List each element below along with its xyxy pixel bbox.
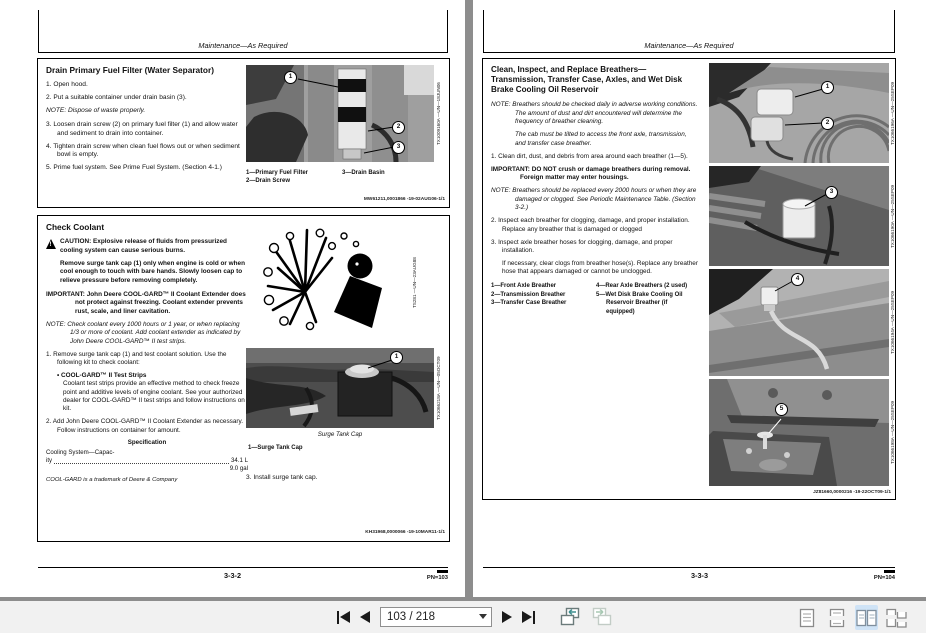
photo-caption: Surge Tank Cap — [317, 431, 363, 438]
next-page-button[interactable] — [502, 607, 512, 627]
legend-item: 1—Primary Fuel Filter — [246, 170, 309, 176]
previous-page-button[interactable] — [360, 607, 370, 627]
callout-2: 2 — [392, 121, 405, 134]
step: 1. Open hood. — [46, 81, 88, 89]
legend-item: 4—Rear Axle Breathers (2 used) — [596, 283, 688, 290]
bullet-item-body: Coolant test strips provide an effective method to check freeze point and additive levels of engine coolant. See your authorized dealer for COOL-GARD™ II test strips and follow instructions on kit. — [63, 380, 245, 413]
photo-id-code: TX1066196A —UN—25SEP09 — [890, 81, 895, 145]
photo-id-code: TX1066190A —UN—25SEP09 — [890, 184, 895, 248]
step: 1. Clean dirt, dust, and debris from area around each breather (1—5). — [491, 152, 688, 160]
page-indicator — [380, 607, 492, 627]
previous-view-icon — [559, 607, 581, 626]
caution-paragraph: ! CAUTION: Explosive release of fluids from pressurized cooling system can cause serious burns. — [46, 238, 248, 255]
pn-mark — [437, 570, 448, 573]
next-page-icon — [502, 611, 512, 623]
section-drain-fuel-filter — [37, 58, 450, 208]
spec-value: 9.0 gal — [229, 465, 248, 473]
doc-code: MW61211,0001866 -19-02AUG06-1/1 — [363, 196, 445, 202]
photo-surge-tank — [246, 348, 434, 428]
single-page-view-icon — [799, 608, 815, 628]
first-page-icon — [337, 611, 339, 624]
fuel-filter-photo-art — [246, 65, 434, 162]
photo-id-code: TX1066194A —UN—25SEP09 — [890, 290, 895, 355]
previous-page-icon — [360, 611, 370, 623]
photo-breather-5 — [709, 379, 889, 486]
two-page-continuous-view-button[interactable] — [885, 605, 908, 630]
photo-legend: 1—Surge Tank Cap — [248, 445, 303, 451]
step: 2. Put a suitable container under drain basin (3). — [46, 94, 187, 102]
last-page-icon — [522, 611, 532, 623]
photo-legend — [491, 282, 698, 316]
two-page-continuous-view-icon — [886, 608, 907, 628]
caution-paragraph: Remove surge tank cap (1) only when engine is cold or when cool enough to touch with bare hands. Slowly loosen cap to relieve pressure before removing completely. — [60, 260, 246, 284]
two-page-view-icon — [856, 609, 877, 627]
page-number: 3-3-3 — [690, 571, 709, 580]
legend-item: 3—Transfer Case Breather — [491, 300, 567, 307]
footer-rule — [483, 567, 895, 568]
page-navigation — [337, 607, 613, 627]
running-head — [38, 10, 448, 53]
page-dropdown-icon[interactable] — [479, 614, 487, 619]
spec-title: Specification — [127, 439, 167, 447]
doc-code: KH31968,0000066 -19-10MAR11-1/1 — [365, 529, 445, 535]
page-number-input[interactable] — [380, 607, 492, 627]
pn-label: PN=103 — [426, 575, 448, 581]
continuous-view-icon — [829, 608, 845, 628]
explosion-warning-art — [260, 224, 410, 342]
callout-5: 5 — [775, 403, 788, 416]
two-page-view-button[interactable] — [855, 605, 878, 630]
photo-breather-4 — [709, 269, 889, 376]
callout-1: 1 — [390, 351, 403, 364]
step: 1. Remove surge tank cap (1) and test coolant solution. Use the following kit to check coolant: — [46, 350, 227, 367]
pn-mark — [884, 570, 895, 573]
section-clean-breathers — [482, 58, 896, 500]
section-title: Drain Primary Fuel Filter (Water Separator) — [46, 65, 214, 75]
doc-code: JZ81660,0000216 -19-22OCT09-1/1 — [813, 489, 891, 495]
legend-item: 5—Wet Disk Brake Cooling Oil Reservoir Breather (if equipped) — [596, 291, 683, 315]
page-layout-switcher — [795, 605, 908, 630]
footer-rule — [38, 567, 448, 568]
callout-3: 3 — [825, 186, 838, 199]
photo-id-code: TX1066218A —UN—05OCT09 — [436, 356, 441, 420]
warning-triangle-icon — [46, 239, 56, 249]
page-number: 3-3-2 — [223, 571, 242, 580]
note: NOTE: Check coolant every 1000 hours or 1 year, or when replacing 1/3 or more of coolant. Add coolant extender as indicated by John Deere COOL-GARD™ II test strips. — [46, 320, 241, 345]
note: The cab must be tilted to access the front axle, transmission, and transfer case breather. — [515, 131, 687, 147]
note: NOTE: Breathers should be replaced every 2000 hours or when they are damaged or clogged. See Periodic Maintenance Table. (Section 3-2.) — [491, 187, 697, 212]
photo-id-code: TX1066198A —UN—25SEP09 — [890, 400, 895, 465]
continuous-view-button[interactable] — [825, 605, 848, 630]
legend-item: 3—Drain Basin — [342, 170, 385, 176]
section-title: Clean, Inspect, and Replace Breathers—Transmission, Transfer Case, Axles, and Wet Disk Brake Cooling Oil Reservoir — [491, 65, 683, 95]
section-check-coolant — [37, 215, 450, 542]
step: 5. Prime fuel system. See Prime Fuel System. (Section 4-1.) — [46, 164, 222, 172]
photo-id-code: TX1009160A —UN—18JUN06 — [436, 82, 441, 145]
step: 3. Install surge tank cap. — [246, 474, 318, 481]
important-paragraph: IMPORTANT: John Deere COOL-GARD™ II Coolant Extender does not protect against freezing. Coolant extender prevents rust, scale, and liner cavitation. — [46, 291, 246, 315]
important-paragraph: IMPORTANT: DO NOT crush or damage breathers during removal. Foreign matter may enter housings. — [491, 165, 691, 182]
art-id-code: TS281 —UN—23AUG88 — [412, 257, 417, 309]
running-head-text: Maintenance—As Required — [644, 41, 734, 50]
document-page-right — [473, 0, 926, 597]
legend-item: 2—Drain Screw — [246, 178, 291, 185]
step: 3. Inspect axle breather hoses for clogging, damage, and proper installation. — [491, 238, 673, 254]
callout-2: 2 — [821, 117, 834, 130]
paragraph: If necessary, clear clogs from breather hose(s). Replace any breather hose that appears damaged or cannot be unclogged. — [502, 259, 698, 276]
next-view-button — [591, 607, 613, 627]
trademark-note: COOL-GARD is a trademark of Deere & Company — [46, 477, 178, 484]
note: NOTE: Dispose of waste properly. — [46, 107, 146, 115]
step: 4. Tighten drain screw when clean fuel flows out or when sediment bowl is empty. — [46, 142, 240, 159]
spec-line: ity 34.1 L — [46, 457, 248, 465]
legend-item: 2—Transmission Breather — [491, 291, 566, 298]
last-page-button[interactable] — [522, 607, 535, 627]
running-head-text: Maintenance—As Required — [198, 41, 288, 50]
spec-line: Cooling System—Capac- — [46, 449, 115, 457]
previous-view-button[interactable] — [559, 607, 581, 627]
document-page-left — [0, 0, 465, 597]
next-view-icon — [591, 607, 613, 626]
photo-fuel-filter — [246, 65, 434, 162]
legend-item: 1—Front Axle Breather — [491, 283, 557, 290]
first-page-button[interactable] — [337, 607, 350, 627]
running-head — [483, 10, 895, 53]
callout-1: 1 — [821, 81, 834, 94]
pn-label: PN=104 — [873, 575, 895, 581]
single-page-view-button[interactable] — [795, 605, 818, 630]
section-title: Check Coolant — [46, 222, 105, 232]
bullet-item-title: • COOL-GARD™ II Test Strips — [57, 372, 147, 380]
step: 3. Loosen drain screw (2) on primary fuel filter (1) and allow water and sediment to drain into container. — [46, 121, 238, 137]
callout-3: 3 — [392, 141, 405, 154]
step: 2. Inspect each breather for clogging, damage, and proper installation. Replace any breather that is damaged or clogged — [491, 217, 690, 233]
step: 2. Add John Deere COOL-GARD™ II Coolant Extender as necessary. Follow instructions on container for amount. — [46, 418, 244, 434]
photo-breathers-1-2 — [709, 63, 889, 163]
photo-legend — [246, 169, 434, 186]
callout-1: 1 — [284, 71, 297, 84]
viewer-toolbar — [0, 601, 926, 633]
photo-breather-3 — [709, 166, 889, 266]
note: NOTE: Breathers should be checked daily in adverse working conditions. The amount of dust and dirt encountered will determine the frequency of breather cleaning. — [491, 101, 698, 125]
callout-4: 4 — [791, 273, 804, 286]
